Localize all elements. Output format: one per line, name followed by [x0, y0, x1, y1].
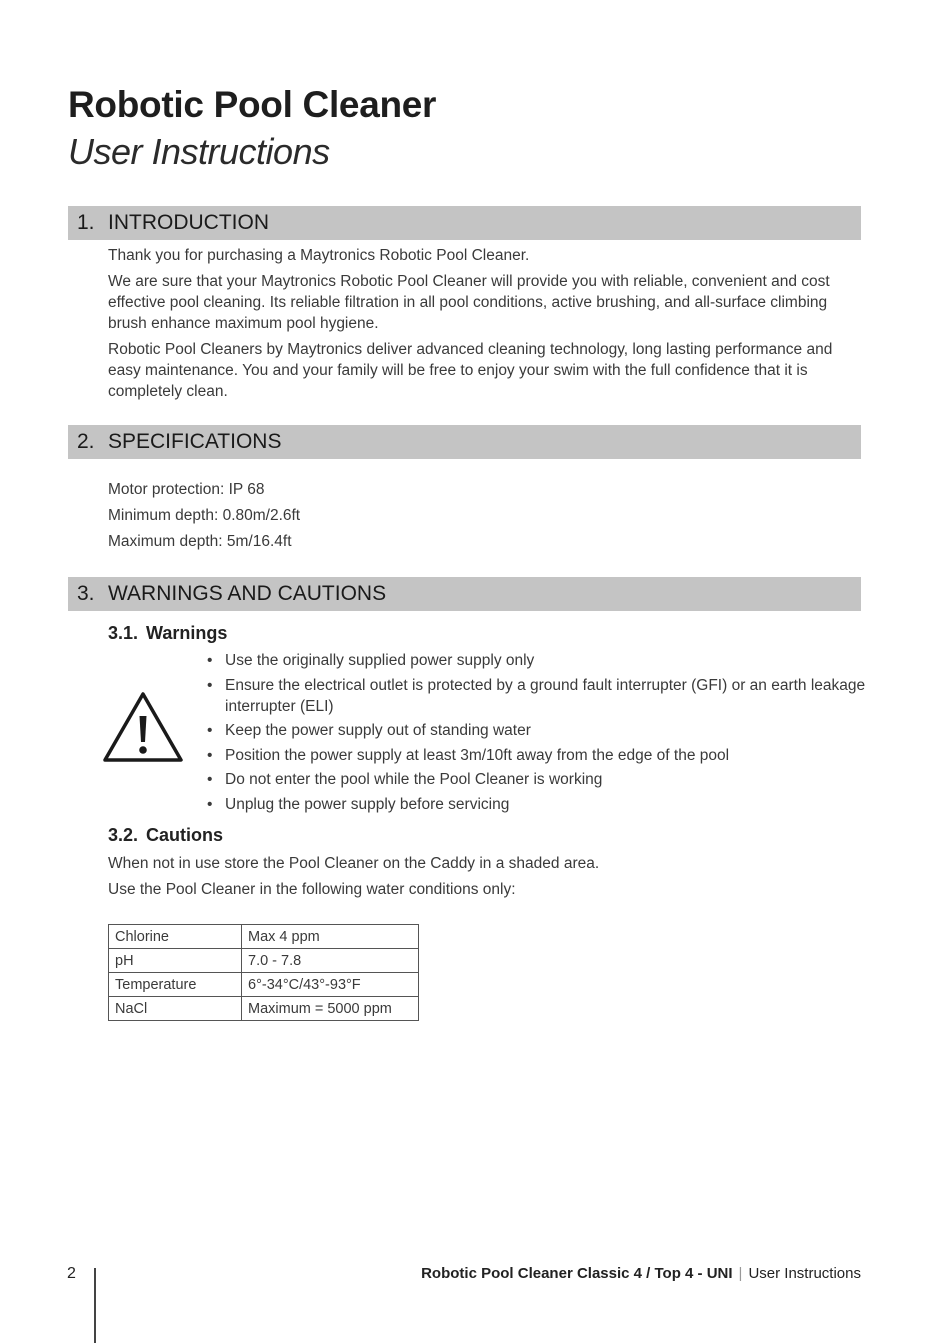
warning-text: Unplug the power supply before servicing — [225, 795, 510, 813]
list-item — [207, 769, 867, 790]
table-cell-value: 7.0 - 7.8 — [242, 949, 419, 973]
spec-item: Minimum depth: 0.80m/2.6ft — [108, 507, 301, 524]
table-row — [109, 925, 419, 949]
list-item — [207, 745, 867, 766]
warning-text: Do not enter the pool while the Pool Cleaner is working — [225, 771, 603, 788]
table-cell-value: Maximum = 5000 ppm — [242, 997, 419, 1021]
bullet-icon: • — [207, 795, 213, 813]
caution-text: Use the Pool Cleaner in the following water conditions only: — [108, 881, 516, 898]
table-cell-parameter: pH — [109, 949, 242, 973]
table-cell-parameter: Chlorine — [109, 925, 242, 949]
water-conditions-table — [108, 924, 419, 1021]
footer-divider — [94, 1268, 96, 1343]
section-heading-introduction — [68, 206, 861, 240]
subsection-title: Warnings — [146, 623, 228, 643]
footer-doc-type: User Instructions — [748, 1265, 861, 1282]
footer-running-title — [421, 1265, 861, 1282]
section-title: INTRODUCTION — [108, 211, 269, 234]
warning-triangle-icon — [101, 690, 185, 764]
section-number: 2. — [77, 430, 95, 453]
section-number: 1. — [77, 211, 95, 234]
table-row — [109, 997, 419, 1021]
warnings-list — [207, 650, 867, 818]
intro-paragraph: Thank you for purchasing a Maytronics Robotic Pool Cleaner. — [108, 247, 530, 264]
list-item — [207, 675, 867, 717]
bullet-icon: • — [207, 722, 213, 739]
bullet-icon: • — [207, 746, 213, 764]
caution-text: When not in use store the Pool Cleaner on the Caddy in a shaded area. — [108, 855, 600, 872]
section-heading-warnings-cautions — [68, 577, 861, 611]
bullet-icon: • — [207, 676, 213, 694]
intro-paragraph: We are sure that your Maytronics Robotic Pool Cleaner will provide you with reliable, convenient and cost effective pool cleaning. Its reliable filtration in all pool conditions, active brushing, and all-surface climbing brush enhance maximum pool hygiene. — [108, 273, 830, 332]
section-number: 3. — [77, 582, 95, 605]
warning-text: Use the originally supplied power supply only — [225, 652, 535, 669]
list-item — [207, 650, 867, 671]
subsection-heading-cautions — [108, 825, 223, 846]
intro-paragraph: Robotic Pool Cleaners by Maytronics deliver advanced cleaning technology, long lasting performance and easy maintenance. You and your family will be free to enjoy your swim with the full confidence that it is completely clean. — [108, 341, 833, 400]
bullet-icon: • — [207, 771, 213, 788]
subsection-number: 3.2. — [108, 825, 139, 845]
table-cell-parameter: NaCl — [109, 997, 242, 1021]
table-row — [109, 973, 419, 997]
table-cell-value: Max 4 ppm — [242, 925, 419, 949]
section-title: SPECIFICATIONS — [108, 430, 282, 453]
warning-text: Ensure the electrical outlet is protected by a ground fault interrupter (GFI) or an earth leakage interrupter (ELI) — [225, 676, 866, 715]
table-row — [109, 949, 419, 973]
list-item — [207, 794, 867, 815]
warning-text: Position the power supply at least 3m/10ft away from the edge of the pool — [225, 746, 730, 764]
page-title: Robotic Pool Cleaner — [68, 84, 437, 125]
table-cell-value: 6°-34°C/43°-93°F — [242, 973, 419, 997]
page-subtitle: User Instructions — [68, 131, 330, 172]
spec-item: Motor protection: IP 68 — [108, 481, 265, 498]
subsection-number: 3.1. — [108, 623, 139, 643]
footer-separator: | — [738, 1265, 743, 1282]
bullet-icon: • — [207, 652, 213, 669]
warning-text: Keep the power supply out of standing water — [225, 722, 531, 739]
section-title: WARNINGS AND CAUTIONS — [108, 582, 387, 605]
page-number: 2 — [67, 1265, 76, 1282]
subsection-heading-warnings — [108, 623, 227, 644]
section-heading-specifications — [68, 425, 861, 459]
footer-product: Robotic Pool Cleaner Classic 4 / Top 4 - UNI — [421, 1265, 733, 1282]
spec-item: Maximum depth: 5m/16.4ft — [108, 533, 292, 550]
list-item — [207, 720, 867, 741]
subsection-title: Cautions — [146, 825, 224, 845]
table-cell-parameter: Temperature — [109, 973, 242, 997]
